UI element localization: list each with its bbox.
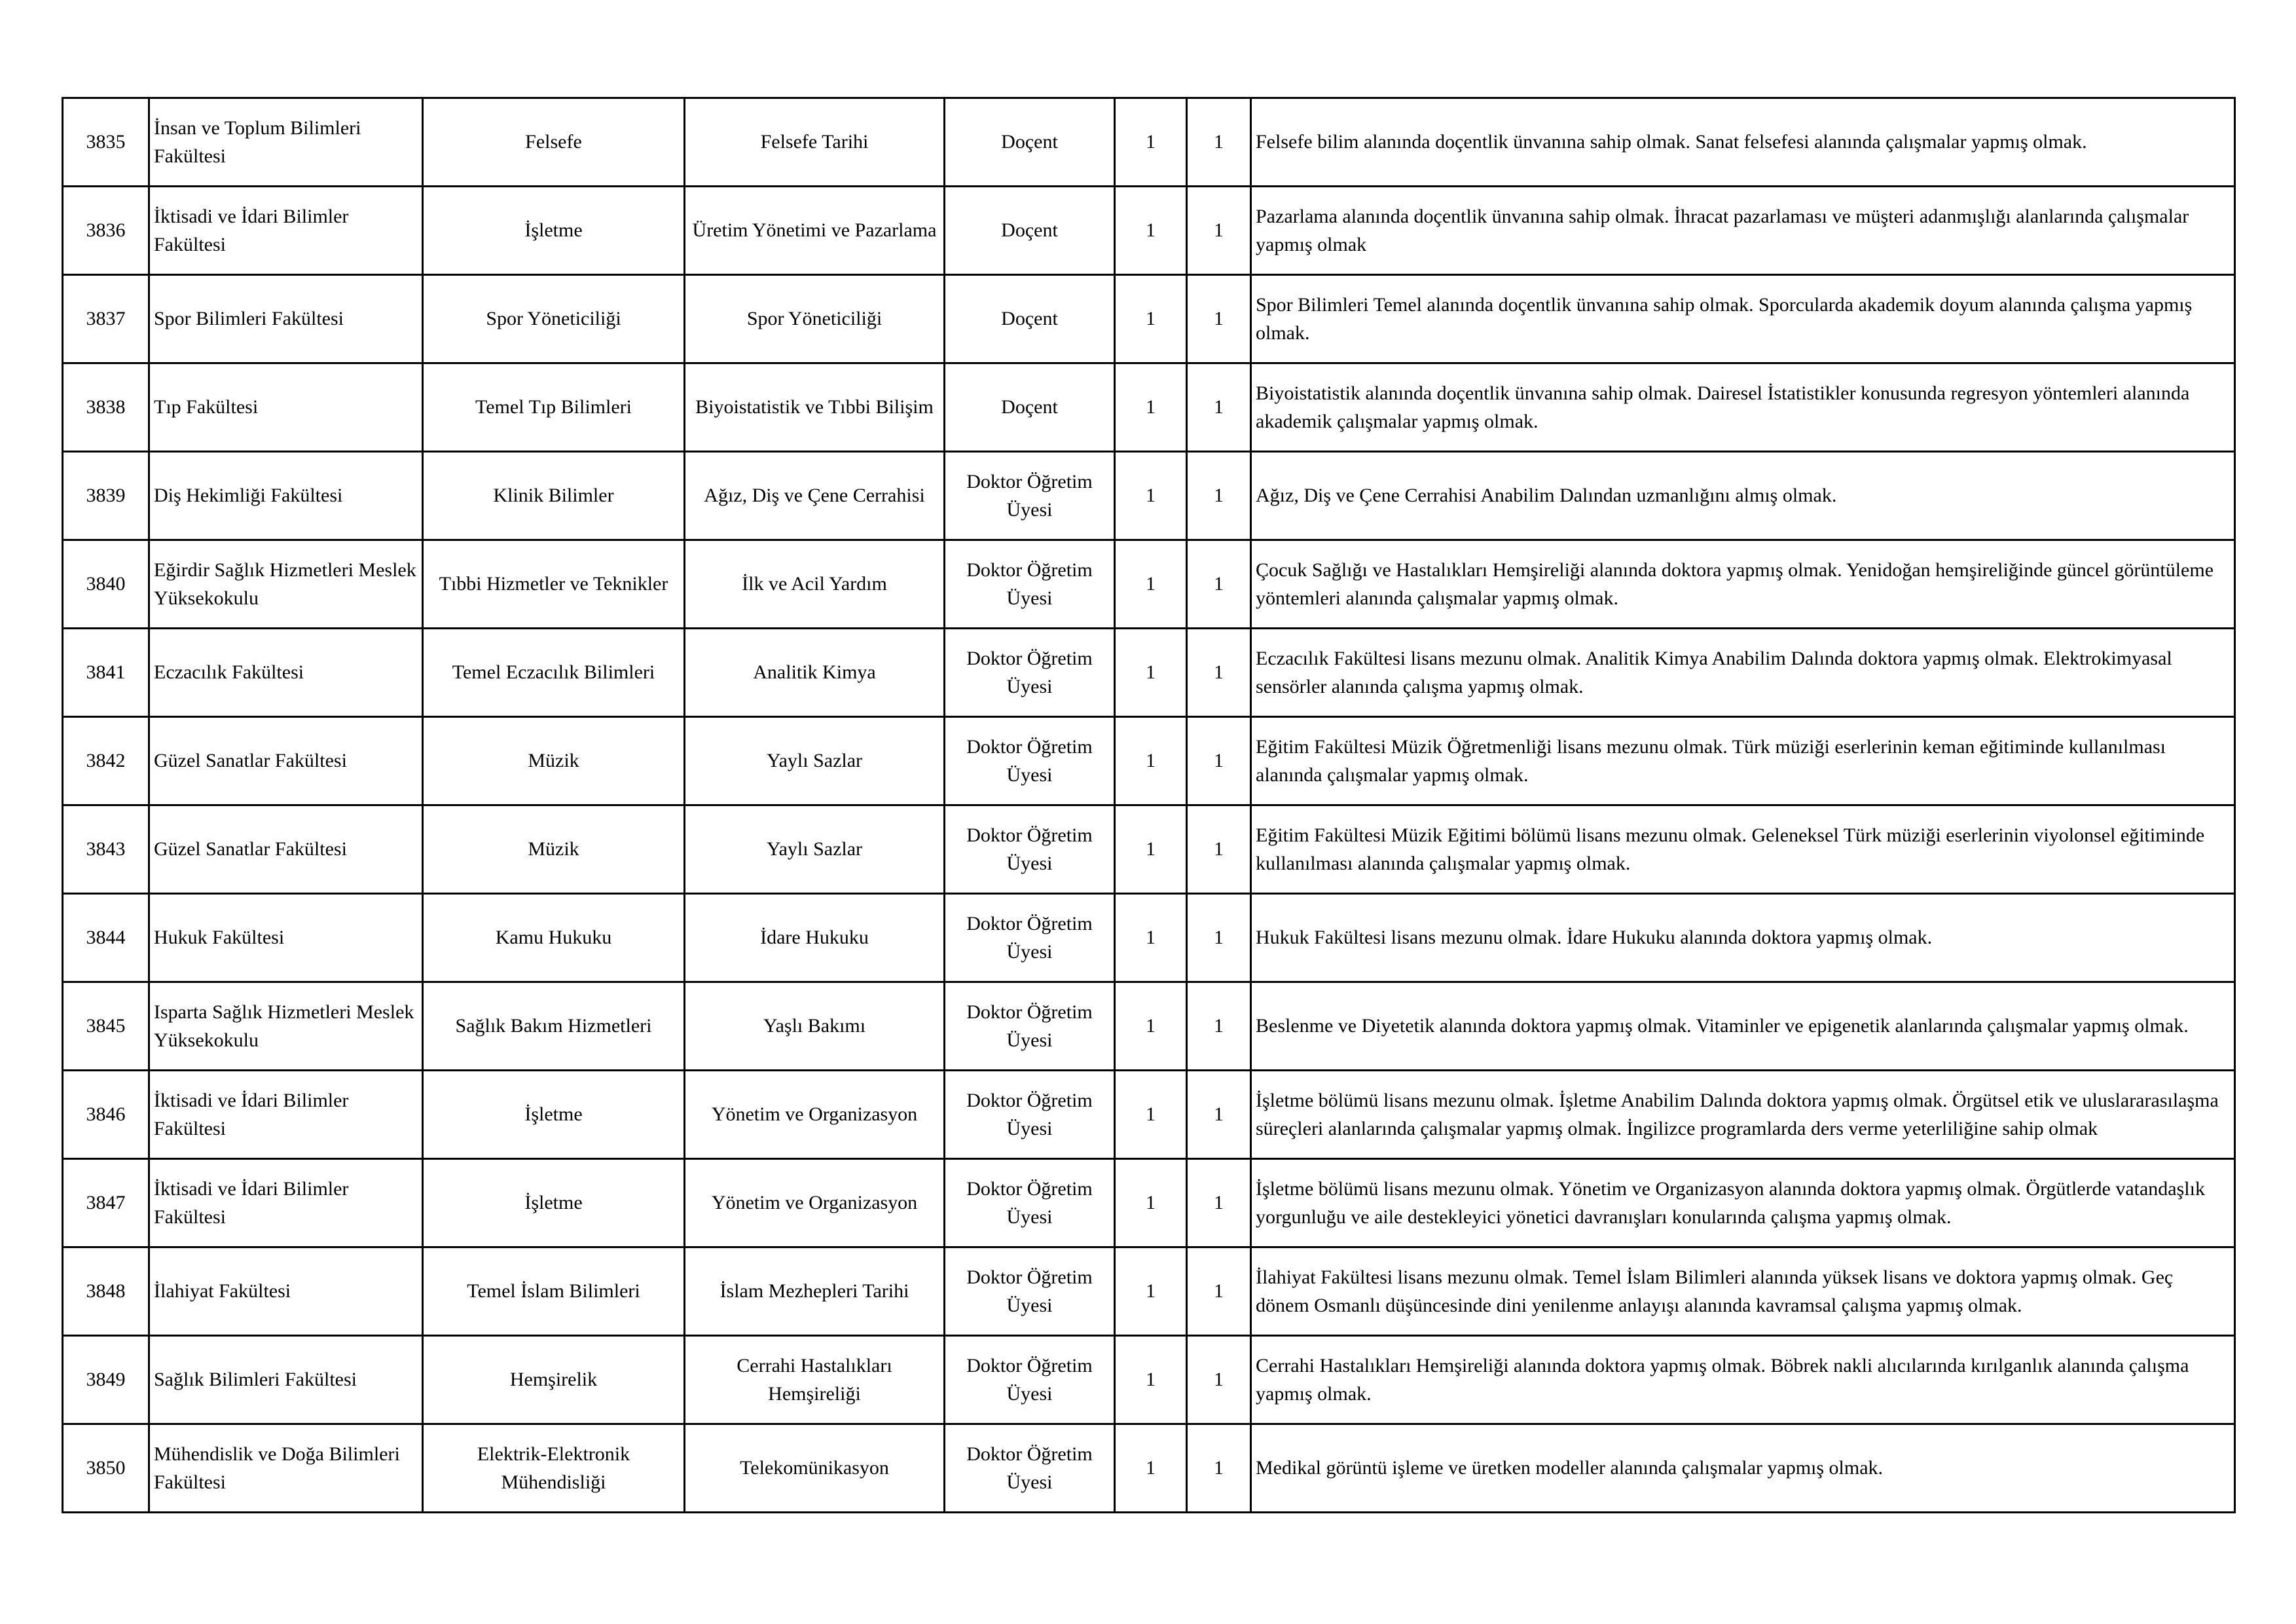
- row-number: 3846: [63, 1071, 149, 1159]
- quota-cell: 1: [1187, 629, 1251, 717]
- requirement-cell: Eğitim Fakültesi Müzik Eğitimi bölümü lisans mezunu olmak. Geleneksel Türk müziği eserlerinin viyolonsel eğitiminde kullanılması alanında çalışmalar yapmış olmak.: [1251, 805, 2235, 894]
- row-number: 3850: [63, 1424, 149, 1513]
- unit-cell: Isparta Sağlık Hizmetleri Meslek Yüksekokulu: [149, 982, 423, 1071]
- row-number: 3845: [63, 982, 149, 1071]
- program-cell: İlk ve Acil Yardım: [685, 540, 945, 629]
- count-cell: 1: [1115, 98, 1187, 187]
- quota-cell: 1: [1187, 275, 1251, 363]
- count-cell: 1: [1115, 629, 1187, 717]
- requirement-cell: Beslenme ve Diyetetik alanında doktora yapmış olmak. Vitaminler ve epigenetik alanlarında çalışmalar yapmış olmak.: [1251, 982, 2235, 1071]
- title-cell: Doktor Öğretim Üyesi: [945, 1336, 1115, 1424]
- department-cell: Müzik: [423, 717, 685, 805]
- department-cell: Klinik Bilimler: [423, 452, 685, 540]
- count-cell: 1: [1115, 275, 1187, 363]
- requirement-cell: Pazarlama alanında doçentlik ünvanına sahip olmak. İhracat pazarlaması ve müşteri adanmışlığı alanlarında çalışmalar yapmış olmak: [1251, 187, 2235, 275]
- title-cell: Doçent: [945, 363, 1115, 452]
- table-row: [63, 629, 2235, 717]
- table-row: [63, 275, 2235, 363]
- program-cell: Üretim Yönetimi ve Pazarlama: [685, 187, 945, 275]
- program-cell: Biyoistatistik ve Tıbbi Bilişim: [685, 363, 945, 452]
- count-cell: 1: [1115, 894, 1187, 982]
- title-cell: Doktor Öğretim Üyesi: [945, 982, 1115, 1071]
- requirement-cell: Medikal görüntü işleme ve üretken modeller alanında çalışmalar yapmış olmak.: [1251, 1424, 2235, 1513]
- count-cell: 1: [1115, 1247, 1187, 1336]
- department-cell: Felsefe: [423, 98, 685, 187]
- department-cell: İşletme: [423, 1071, 685, 1159]
- title-cell: Doçent: [945, 98, 1115, 187]
- unit-cell: Güzel Sanatlar Fakültesi: [149, 717, 423, 805]
- unit-cell: İktisadi ve İdari Bilimler Fakültesi: [149, 187, 423, 275]
- title-cell: Doktor Öğretim Üyesi: [945, 1247, 1115, 1336]
- department-cell: Sağlık Bakım Hizmetleri: [423, 982, 685, 1071]
- unit-cell: İlahiyat Fakültesi: [149, 1247, 423, 1336]
- quota-cell: 1: [1187, 363, 1251, 452]
- title-cell: Doçent: [945, 187, 1115, 275]
- program-cell: İslam Mezhepleri Tarihi: [685, 1247, 945, 1336]
- requirement-cell: Eğitim Fakültesi Müzik Öğretmenliği lisans mezunu olmak. Türk müziği eserlerinin keman eğitiminde kullanılması alanında çalışmalar yapmış olmak.: [1251, 717, 2235, 805]
- department-cell: İşletme: [423, 1159, 685, 1247]
- department-cell: İşletme: [423, 187, 685, 275]
- program-cell: Spor Yöneticiliği: [685, 275, 945, 363]
- unit-cell: Diş Hekimliği Fakültesi: [149, 452, 423, 540]
- row-number: 3844: [63, 894, 149, 982]
- title-cell: Doktor Öğretim Üyesi: [945, 629, 1115, 717]
- table-row: [63, 894, 2235, 982]
- program-cell: Yönetim ve Organizasyon: [685, 1159, 945, 1247]
- row-number: 3835: [63, 98, 149, 187]
- unit-cell: Mühendislik ve Doğa Bilimleri Fakültesi: [149, 1424, 423, 1513]
- program-cell: Ağız, Diş ve Çene Cerrahisi: [685, 452, 945, 540]
- department-cell: Temel Eczacılık Bilimleri: [423, 629, 685, 717]
- title-cell: Doktor Öğretim Üyesi: [945, 805, 1115, 894]
- count-cell: 1: [1115, 1336, 1187, 1424]
- table-row: [63, 187, 2235, 275]
- count-cell: 1: [1115, 1424, 1187, 1513]
- program-cell: Cerrahi Hastalıkları Hemşireliği: [685, 1336, 945, 1424]
- requirement-cell: Ağız, Diş ve Çene Cerrahisi Anabilim Dalından uzmanlığını almış olmak.: [1251, 452, 2235, 540]
- table-row: [63, 363, 2235, 452]
- program-cell: Telekomünikasyon: [685, 1424, 945, 1513]
- program-cell: Yaylı Sazlar: [685, 717, 945, 805]
- count-cell: 1: [1115, 540, 1187, 629]
- title-cell: Doktor Öğretim Üyesi: [945, 1159, 1115, 1247]
- program-cell: Yaşlı Bakımı: [685, 982, 945, 1071]
- count-cell: 1: [1115, 982, 1187, 1071]
- requirement-cell: Hukuk Fakültesi lisans mezunu olmak. İdare Hukuku alanında doktora yapmış olmak.: [1251, 894, 2235, 982]
- program-cell: İdare Hukuku: [685, 894, 945, 982]
- requirement-cell: Felsefe bilim alanında doçentlik ünvanına sahip olmak. Sanat felsefesi alanında çalışmalar yapmış olmak.: [1251, 98, 2235, 187]
- count-cell: 1: [1115, 1071, 1187, 1159]
- count-cell: 1: [1115, 1159, 1187, 1247]
- department-cell: Elektrik-Elektronik Mühendisliği: [423, 1424, 685, 1513]
- row-number: 3849: [63, 1336, 149, 1424]
- title-cell: Doktor Öğretim Üyesi: [945, 452, 1115, 540]
- quota-cell: 1: [1187, 98, 1251, 187]
- department-cell: Kamu Hukuku: [423, 894, 685, 982]
- unit-cell: İktisadi ve İdari Bilimler Fakültesi: [149, 1071, 423, 1159]
- quota-cell: 1: [1187, 452, 1251, 540]
- count-cell: 1: [1115, 363, 1187, 452]
- title-cell: Doktor Öğretim Üyesi: [945, 717, 1115, 805]
- table-row: [63, 540, 2235, 629]
- quota-cell: 1: [1187, 540, 1251, 629]
- table-row: [63, 98, 2235, 187]
- unit-cell: Sağlık Bilimleri Fakültesi: [149, 1336, 423, 1424]
- department-cell: Müzik: [423, 805, 685, 894]
- program-cell: Yaylı Sazlar: [685, 805, 945, 894]
- title-cell: Doktor Öğretim Üyesi: [945, 894, 1115, 982]
- row-number: 3843: [63, 805, 149, 894]
- unit-cell: Tıp Fakültesi: [149, 363, 423, 452]
- unit-cell: Spor Bilimleri Fakültesi: [149, 275, 423, 363]
- table-row: [63, 1336, 2235, 1424]
- requirement-cell: İlahiyat Fakültesi lisans mezunu olmak. Temel İslam Bilimleri alanında yüksek lisans ve doktora yapmış olmak. Geç dönem Osmanlı düşüncesinde dini yenilenme anlayışı alanında kavramsal çalışma yapmış olmak.: [1251, 1247, 2235, 1336]
- requirement-cell: Eczacılık Fakültesi lisans mezunu olmak. Analitik Kimya Anabilim Dalında doktora yapmış olmak. Elektrokimyasal sensörler alanında çalışma yapmış olmak.: [1251, 629, 2235, 717]
- unit-cell: Hukuk Fakültesi: [149, 894, 423, 982]
- table-row: [63, 717, 2235, 805]
- requirement-cell: Biyoistatistik alanında doçentlik ünvanına sahip olmak. Dairesel İstatistikler konusunda regresyon yöntemleri alanında akademik çalışmalar yapmış olmak.: [1251, 363, 2235, 452]
- program-cell: Analitik Kimya: [685, 629, 945, 717]
- row-number: 3837: [63, 275, 149, 363]
- title-cell: Doktor Öğretim Üyesi: [945, 540, 1115, 629]
- row-number: 3839: [63, 452, 149, 540]
- department-cell: Spor Yöneticiliği: [423, 275, 685, 363]
- table-row: [63, 1071, 2235, 1159]
- quota-cell: 1: [1187, 1424, 1251, 1513]
- quota-cell: 1: [1187, 894, 1251, 982]
- quota-cell: 1: [1187, 1159, 1251, 1247]
- quota-cell: 1: [1187, 717, 1251, 805]
- program-cell: Felsefe Tarihi: [685, 98, 945, 187]
- unit-cell: Güzel Sanatlar Fakültesi: [149, 805, 423, 894]
- department-cell: Tıbbi Hizmetler ve Teknikler: [423, 540, 685, 629]
- count-cell: 1: [1115, 805, 1187, 894]
- count-cell: 1: [1115, 452, 1187, 540]
- row-number: 3838: [63, 363, 149, 452]
- quota-cell: 1: [1187, 1071, 1251, 1159]
- count-cell: 1: [1115, 187, 1187, 275]
- unit-cell: İnsan ve Toplum Bilimleri Fakültesi: [149, 98, 423, 187]
- row-number: 3836: [63, 187, 149, 275]
- title-cell: Doktor Öğretim Üyesi: [945, 1424, 1115, 1513]
- department-cell: Temel Tıp Bilimleri: [423, 363, 685, 452]
- requirement-cell: İşletme bölümü lisans mezunu olmak. İşletme Anabilim Dalında doktora yapmış olmak. Örgütsel etik ve uluslararasılaşma süreçleri alanlarında çalışmalar yapmış olmak. İngilizce programlarda ders verme yeterliliğine sahip olmak: [1251, 1071, 2235, 1159]
- requirement-cell: İşletme bölümü lisans mezunu olmak. Yönetim ve Organizasyon alanında doktora yapmış olmak. Örgütlerde vatandaşlık yorgunluğu ve aile destekleyici yönetici davranışları konularında çalışma yapmış olmak.: [1251, 1159, 2235, 1247]
- quota-cell: 1: [1187, 187, 1251, 275]
- unit-cell: İktisadi ve İdari Bilimler Fakültesi: [149, 1159, 423, 1247]
- title-cell: Doktor Öğretim Üyesi: [945, 1071, 1115, 1159]
- table-row: [63, 805, 2235, 894]
- table-row: [63, 1247, 2235, 1336]
- table-row: [63, 982, 2235, 1071]
- table-body: [63, 98, 2235, 1513]
- row-number: 3840: [63, 540, 149, 629]
- table-row: [63, 1159, 2235, 1247]
- quota-cell: 1: [1187, 1336, 1251, 1424]
- unit-cell: Eczacılık Fakültesi: [149, 629, 423, 717]
- row-number: 3841: [63, 629, 149, 717]
- title-cell: Doçent: [945, 275, 1115, 363]
- table-row: [63, 452, 2235, 540]
- requirement-cell: Cerrahi Hastalıkları Hemşireliği alanında doktora yapmış olmak. Böbrek nakli alıcılarında kırılganlık alanında çalışma yapmış olmak.: [1251, 1336, 2235, 1424]
- table-row: [63, 1424, 2235, 1513]
- quota-cell: 1: [1187, 1247, 1251, 1336]
- quota-cell: 1: [1187, 805, 1251, 894]
- row-number: 3848: [63, 1247, 149, 1336]
- unit-cell: Eğirdir Sağlık Hizmetleri Meslek Yüksekokulu: [149, 540, 423, 629]
- requirement-cell: Çocuk Sağlığı ve Hastalıkları Hemşireliği alanında doktora yapmış olmak. Yenidoğan hemşireliğinde güncel görüntüleme yöntemleri alanında çalışmalar yapmış olmak.: [1251, 540, 2235, 629]
- row-number: 3842: [63, 717, 149, 805]
- program-cell: Yönetim ve Organizasyon: [685, 1071, 945, 1159]
- department-cell: Hemşirelik: [423, 1336, 685, 1424]
- positions-table: [62, 97, 2236, 1513]
- count-cell: 1: [1115, 717, 1187, 805]
- department-cell: Temel İslam Bilimleri: [423, 1247, 685, 1336]
- row-number: 3847: [63, 1159, 149, 1247]
- quota-cell: 1: [1187, 982, 1251, 1071]
- requirement-cell: Spor Bilimleri Temel alanında doçentlik ünvanına sahip olmak. Sporcularda akademik doyum alanında çalışma yapmış olmak.: [1251, 275, 2235, 363]
